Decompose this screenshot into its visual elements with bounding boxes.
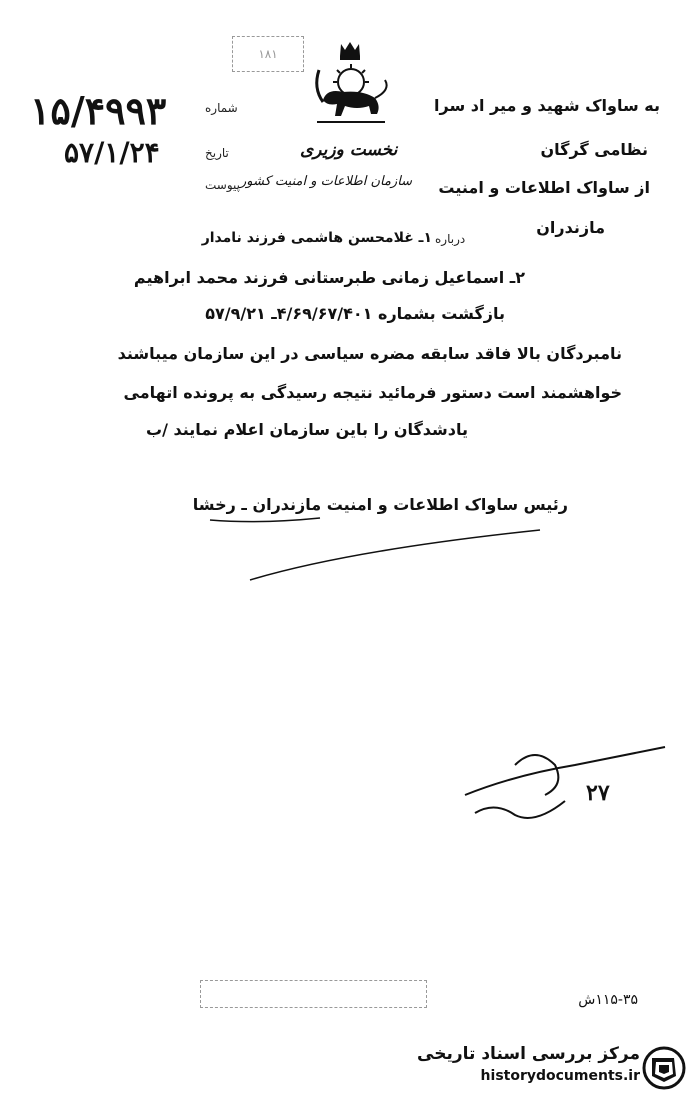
number-label: شماره xyxy=(205,101,238,115)
regarding-label: درباره xyxy=(435,232,466,246)
footer-site-url[interactable]: historydocuments.ir xyxy=(480,1068,640,1084)
addressee-line: به ساواک شهید و میر اد سرا xyxy=(434,96,660,115)
date-label: تاریخ xyxy=(205,146,229,160)
body-paragraph-1: نامبردگان بالا فاقد سابقه مضره سیاسی در این سازمان میباشند xyxy=(117,344,622,363)
top-stamp: ۱۸۱ xyxy=(232,36,304,72)
margin-signature xyxy=(455,735,675,825)
ministry-text: نخست وزیری xyxy=(300,140,398,160)
subject-line-1: ۱ـ غلامحسن هاشمی فرزند نامدار xyxy=(201,230,432,246)
footer-site-name: مرکز بررسی اسناد تاریخی xyxy=(417,1044,640,1064)
body-paragraph-2: خواهشمند است دستور فرمائید نتیجه رسیدگی به پرونده اتهامی xyxy=(123,383,622,402)
archive-logo-icon xyxy=(642,1046,686,1090)
attachment-label: پیوست xyxy=(205,178,240,192)
lion-and-sun-emblem xyxy=(305,40,395,135)
addressee-line-2: نظامی گرگان xyxy=(540,140,648,159)
mazandaran-label: مازندران xyxy=(536,218,605,237)
margin-note: ۲۷ xyxy=(586,780,610,806)
signature-scribble xyxy=(200,510,560,590)
bottom-stamp xyxy=(200,980,427,1008)
organization-text: سازمان اطلاعات و امنیت کشور xyxy=(240,174,413,189)
from-line: از ساواک اطلاعات و امنیت xyxy=(438,178,650,197)
reference-line: بازگشت بشماره ۴/۶۹/۶۷/۴۰۱ـ ۵۷/۹/۲۱ xyxy=(205,304,505,323)
document-date: ۵۷/۱/۲۴ xyxy=(64,136,160,169)
document-code: ۱۱۵-۳۵ش xyxy=(578,992,638,1008)
signature-line: رئیس ساواک اطلاعات و امنیت مازندران ـ رخشا xyxy=(192,495,568,514)
document-number: ۱۵/۴۹۹۳ xyxy=(30,88,167,133)
subject-line-2: ۲ـ اسماعیل زمانی طبرستانی فرزند محمد ابراهیم xyxy=(133,268,525,287)
body-paragraph-3: یادشدگان را باین سازمان اعلام نمایند /ب xyxy=(146,420,468,439)
